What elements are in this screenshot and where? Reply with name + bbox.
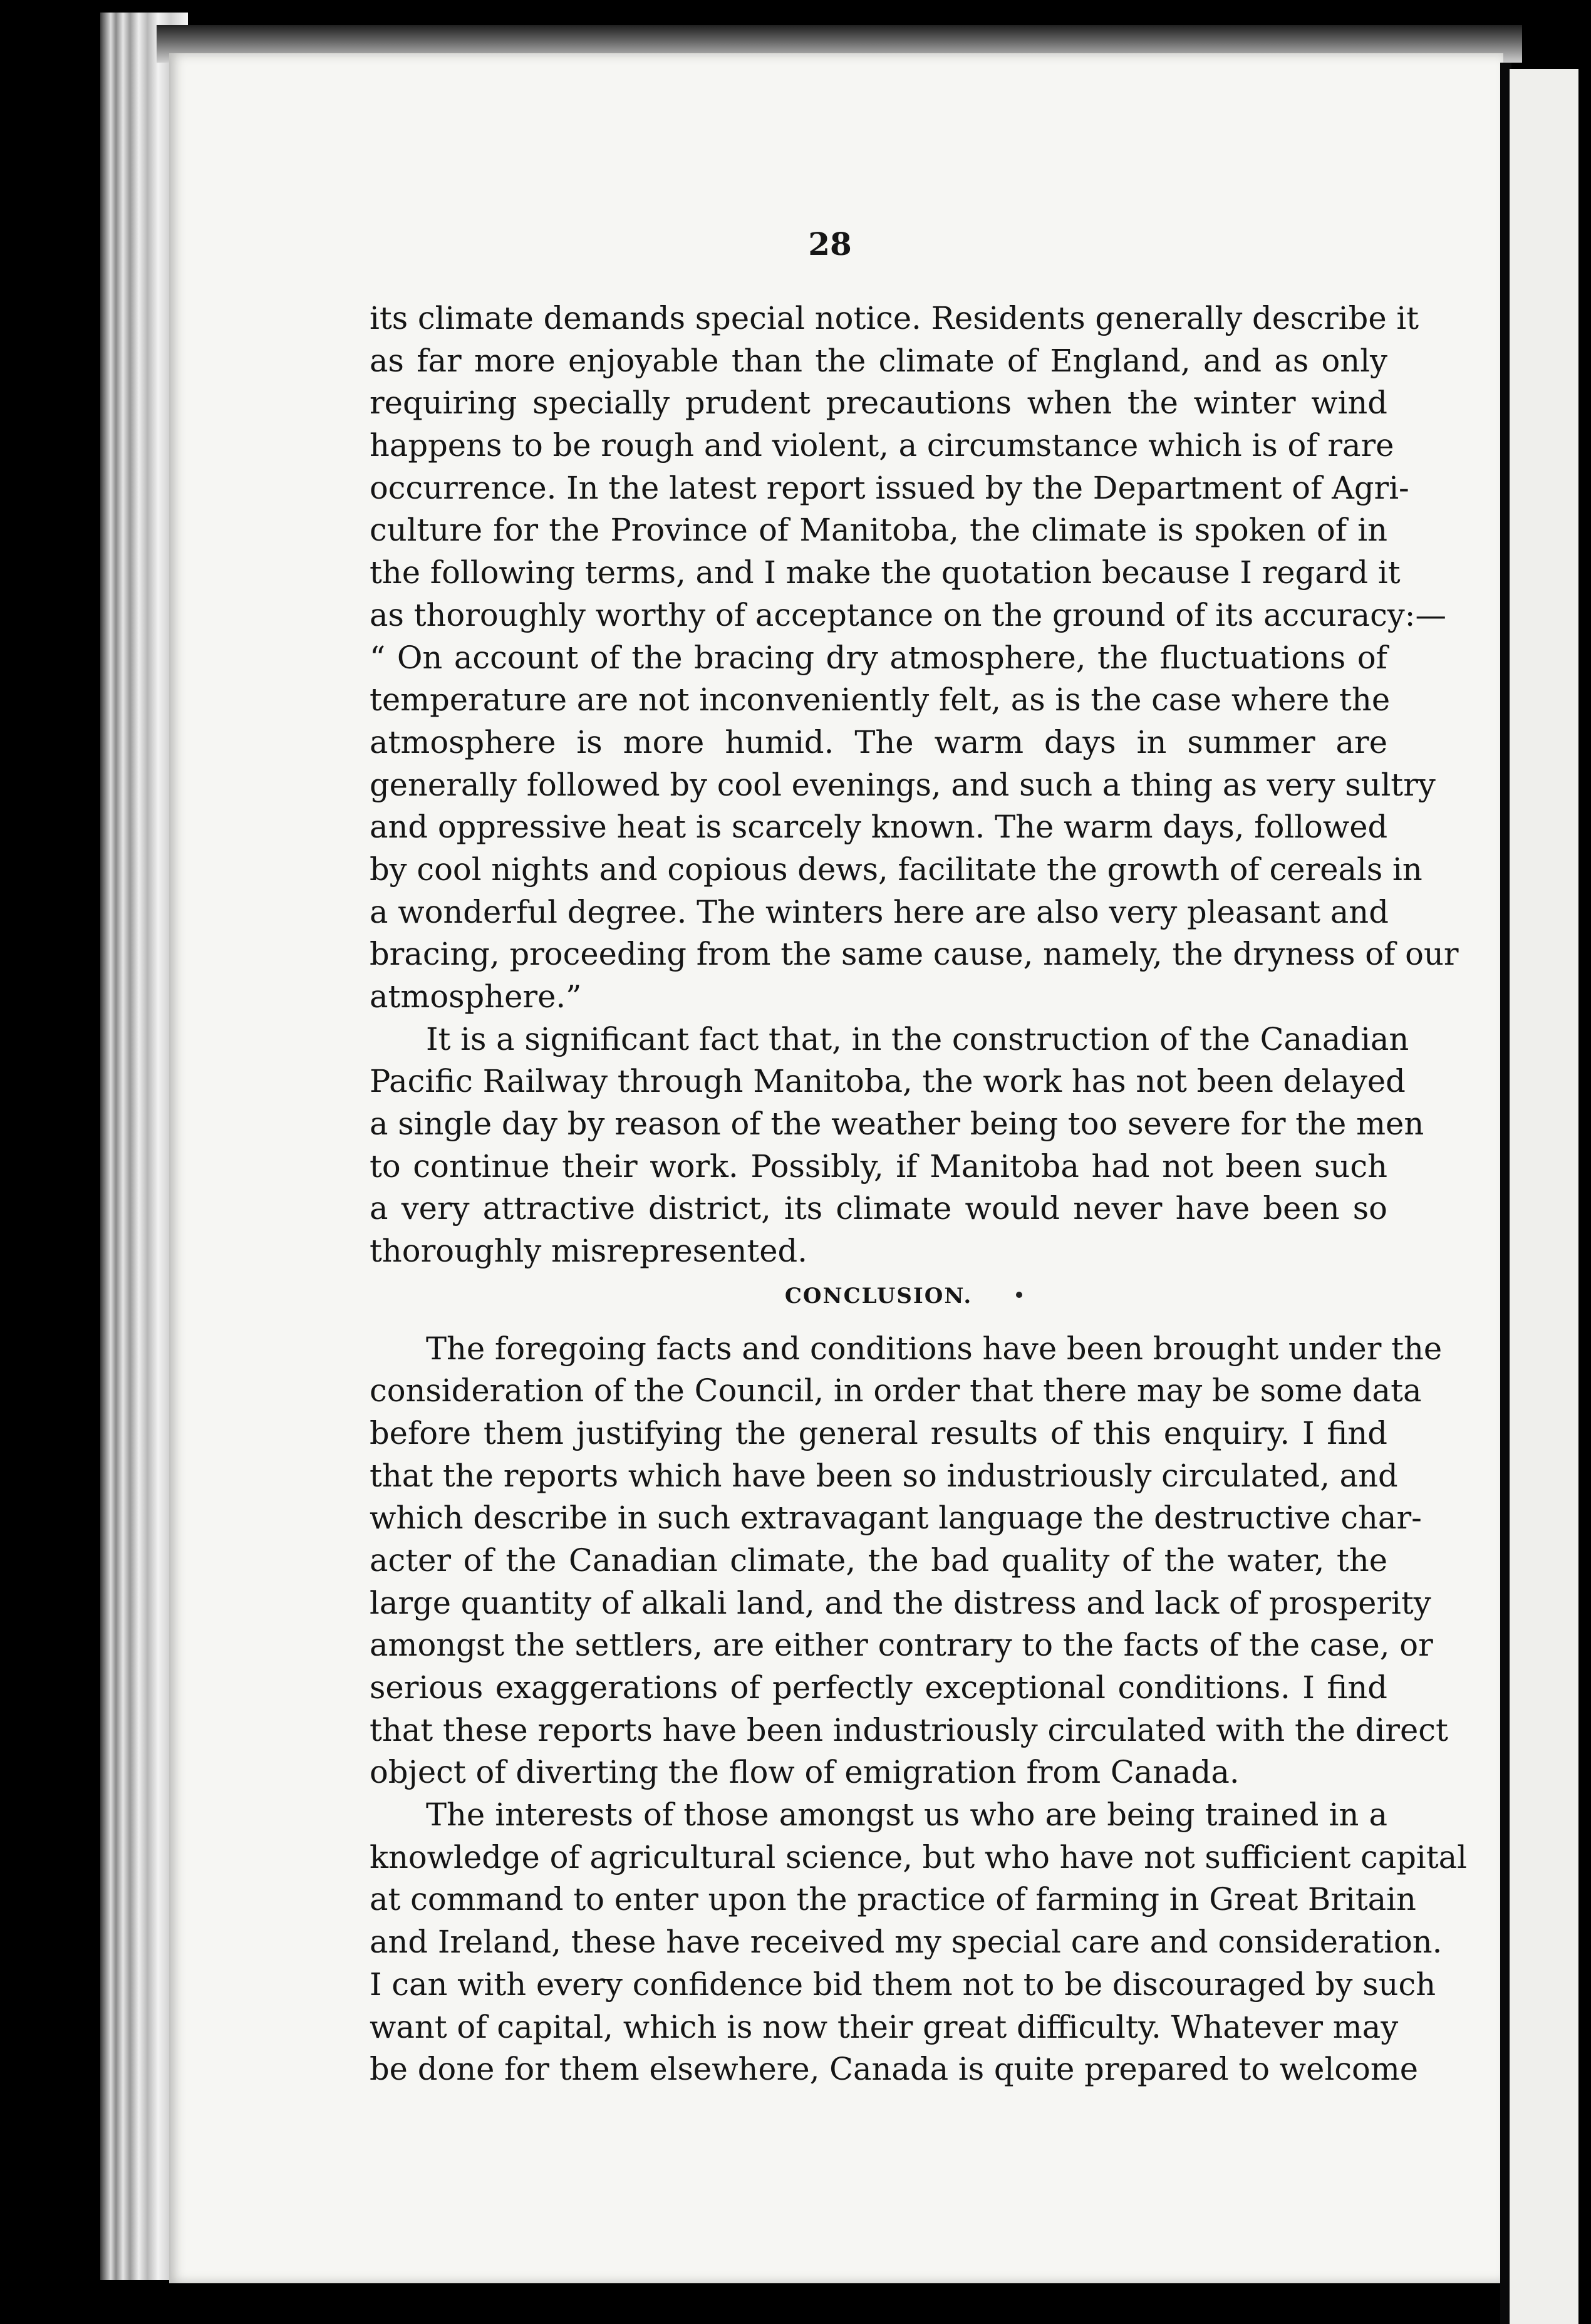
text-line: happens to be rough and violent, a circumstance which is of rare	[370, 427, 1394, 464]
text-line: as thoroughly worthy of acceptance on the ground of its accuracy:—	[370, 596, 1446, 633]
text-line: be done for them elsewhere, Canada is quite prepared to welcome	[370, 2051, 1419, 2088]
text-line: to continue their work. Possibly, if Manitoba had not been such	[370, 1148, 1387, 1185]
text-line: atmosphere is more humid. The warm days in summer are	[370, 724, 1387, 760]
text-line: want of capital, which is now their great difficulty. Whatever may	[370, 2008, 1399, 2045]
text-line: I can with every confidence bid them not to be discouraged by such	[370, 1966, 1436, 2003]
page-number: 28	[808, 226, 852, 262]
section-heading: CONCLUSION.	[784, 1283, 973, 1309]
text-line: object of diverting the flow of emigration from Canada.	[370, 1754, 1240, 1791]
text-line: requiring specially prudent precautions when the winter wind	[370, 385, 1387, 422]
text-line: occurrence. In the latest report issued by the Department of Agri-	[370, 469, 1409, 506]
text-line: culture for the Province of Manitoba, the climate is spoken of in	[370, 512, 1387, 549]
text-line: that the reports which have been so industriously circulated, and	[370, 1457, 1398, 1494]
text-line: acter of the Canadian climate, the bad quality of the water, the	[370, 1542, 1387, 1579]
text-line: that these reports have been industriously circulated with the direct	[370, 1711, 1448, 1748]
text-line: before them justifying the general results of this enquiry. I find	[370, 1414, 1387, 1451]
text-line: thoroughly misrepresented.	[370, 1233, 807, 1270]
text-line: and oppressive heat is scarcely known. The warm days, followed	[370, 809, 1388, 846]
text-line: a single day by reason of the weather being too severe for the men	[370, 1106, 1424, 1143]
text-line: and Ireland, these have received my special care and consideration.	[370, 1924, 1443, 1961]
ink-speck	[1016, 1292, 1022, 1298]
text-line: It is a significant fact that, in the construction of the Canadian	[426, 1020, 1409, 1057]
text-line: by cool nights and copious dews, facilitate the growth of cereals in	[370, 851, 1423, 888]
text-line: a very attractive district, its climate would never have been so	[370, 1190, 1387, 1227]
text-line: The foregoing facts and conditions have been brought under the	[426, 1330, 1443, 1367]
text-line: “ On account of the bracing dry atmosphere, the fluctuations of	[370, 639, 1387, 676]
text-line: its climate demands special notice. Residents generally describe it	[370, 300, 1419, 336]
text-line: a wonderful degree. The winters here are also very pleasant and	[370, 893, 1389, 930]
text-line: which describe in such extravagant language the destructive char-	[370, 1500, 1422, 1537]
text-line: atmosphere.”	[370, 978, 582, 1015]
text-line: bracing, proceeding from the same cause, namely, the dryness of our	[370, 936, 1459, 973]
right-page-edge	[1510, 69, 1578, 2324]
text-line: consideration of the Council, in order that there may be some data	[370, 1372, 1422, 1409]
text-line: generally followed by cool evenings, and such a thing as very sultry	[370, 766, 1436, 803]
body-text	[370, 298, 1467, 2091]
text-line: large quantity of alkali land, and the distress and lack of prosperity	[370, 1584, 1431, 1621]
text-line: at command to enter upon the practice of farming in Great Britain	[370, 1881, 1416, 1918]
text-line: temperature are not inconveniently felt, as is the case where the	[370, 682, 1391, 718]
text-line: serious exaggerations of perfectly exceptional conditions. I find	[370, 1669, 1387, 1706]
text-line: amongst the settlers, are either contrary to the facts of the case, or	[370, 1627, 1433, 1664]
text-line: the following terms, and I make the quotation because I regard it	[370, 554, 1401, 591]
text-line: The interests of those amongst us who are being trained in a	[426, 1797, 1387, 1834]
text-line: Pacific Railway through Manitoba, the work has not been delayed	[370, 1063, 1406, 1100]
text-line: knowledge of agricultural science, but who have not sufficient capital	[370, 1839, 1467, 1875]
text-line: as far more enjoyable than the climate of England, and as only	[370, 342, 1387, 379]
